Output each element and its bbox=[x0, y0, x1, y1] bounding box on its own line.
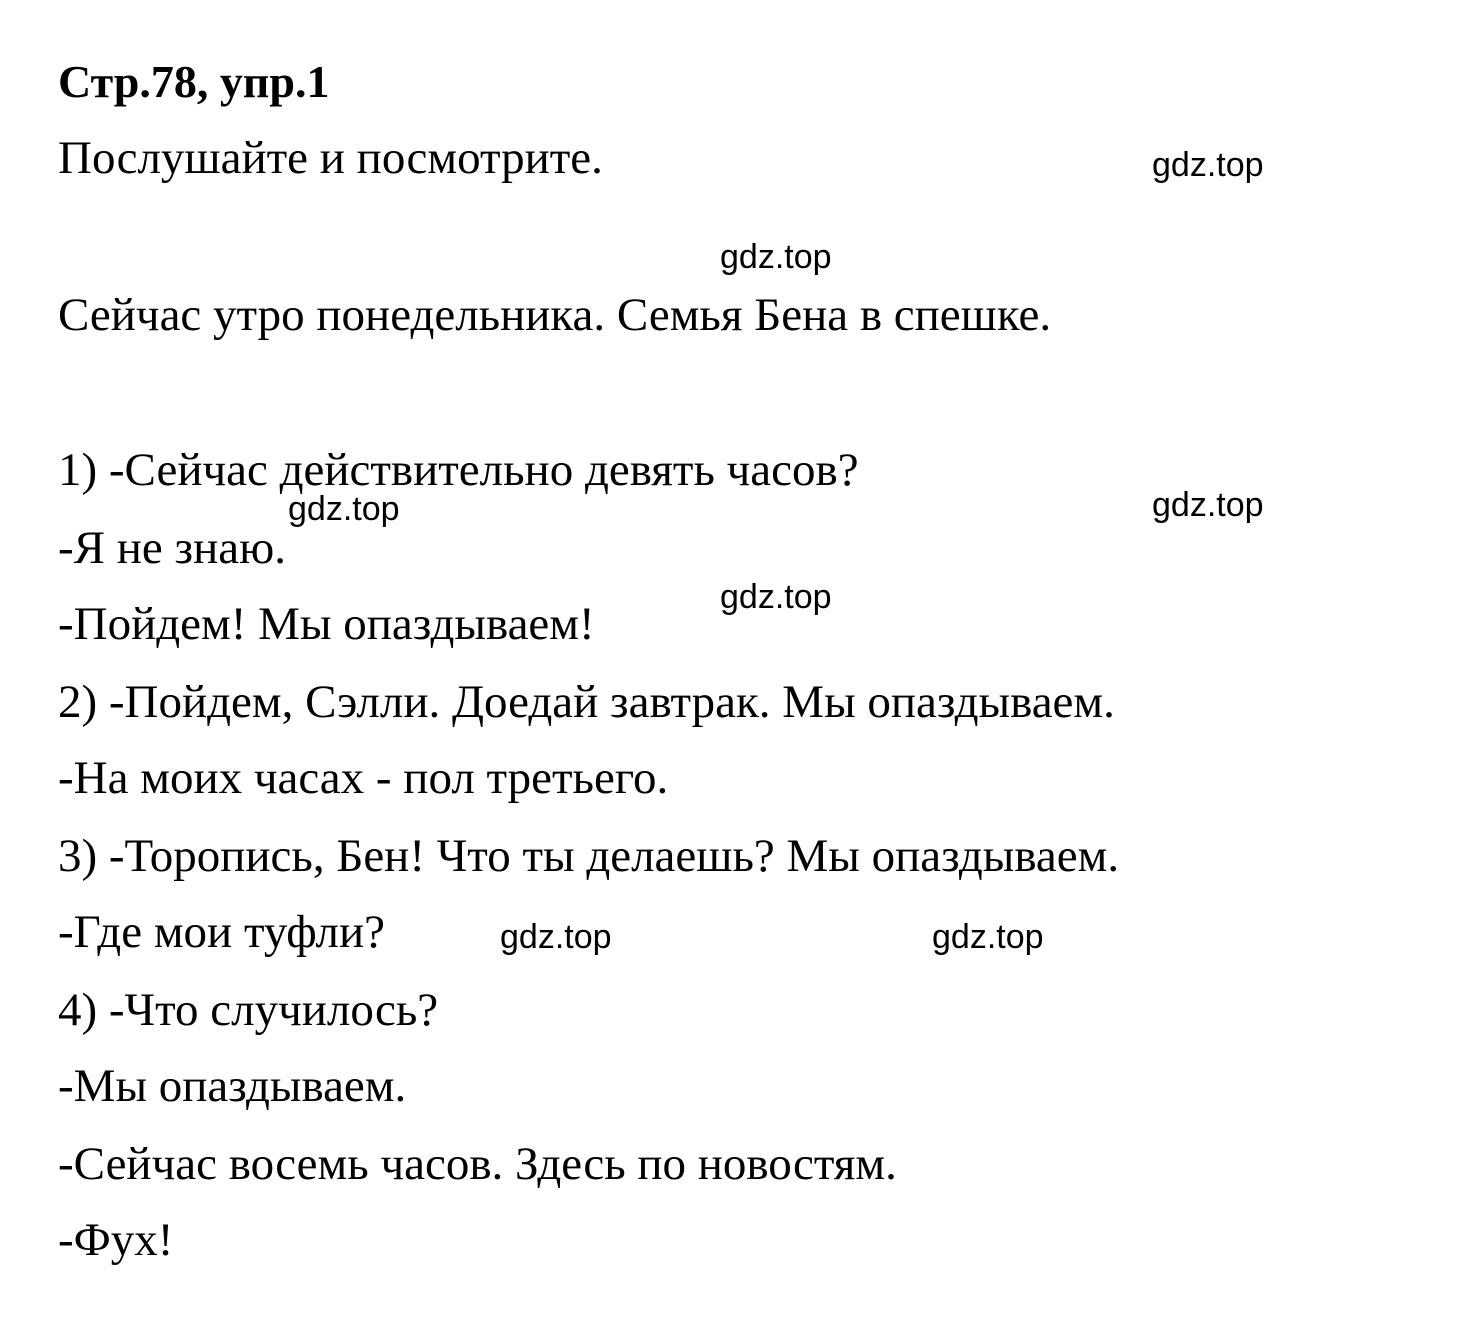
page-title: Стр.78, упр.1 bbox=[58, 56, 330, 107]
dialogue-line: 4) -Что случилось? bbox=[58, 984, 439, 1036]
dialogue-line: -Где мои туфли? bbox=[58, 906, 385, 958]
watermark: gdz.top bbox=[1152, 486, 1264, 524]
intro-text: Сейчас утро понедельника. Семья Бена в спешке. bbox=[58, 289, 1052, 341]
watermark: gdz.top bbox=[288, 490, 400, 528]
dialogue-line: -Мы опаздываем. bbox=[58, 1060, 407, 1112]
dialogue-line: 1) -Сейчас действительно девять часов? bbox=[58, 444, 859, 496]
dialogue-line: -Я не знаю. bbox=[58, 522, 286, 574]
dialogue-line: 3) -Торопись, Бен! Что ты делаешь? Мы опаздываем. bbox=[58, 830, 1120, 882]
dialogue-line: -Сейчас восемь часов. Здесь по новостям. bbox=[58, 1138, 897, 1190]
dialogue-line: -На моих часах - пол третьего. bbox=[58, 752, 669, 804]
watermark: gdz.top bbox=[720, 238, 832, 276]
watermark: gdz.top bbox=[720, 578, 832, 616]
watermark: gdz.top bbox=[500, 918, 612, 956]
dialogue-line: 2) -Пойдем, Сэлли. Доедай завтрак. Мы опаздываем. bbox=[58, 676, 1115, 728]
instruction-text: Послушайте и посмотрите. bbox=[58, 132, 603, 184]
dialogue-line: -Пойдем! Мы опаздываем! bbox=[58, 598, 595, 650]
watermark: gdz.top bbox=[1152, 146, 1264, 184]
watermark: gdz.top bbox=[932, 918, 1044, 956]
dialogue-line: -Фух! bbox=[58, 1214, 174, 1266]
